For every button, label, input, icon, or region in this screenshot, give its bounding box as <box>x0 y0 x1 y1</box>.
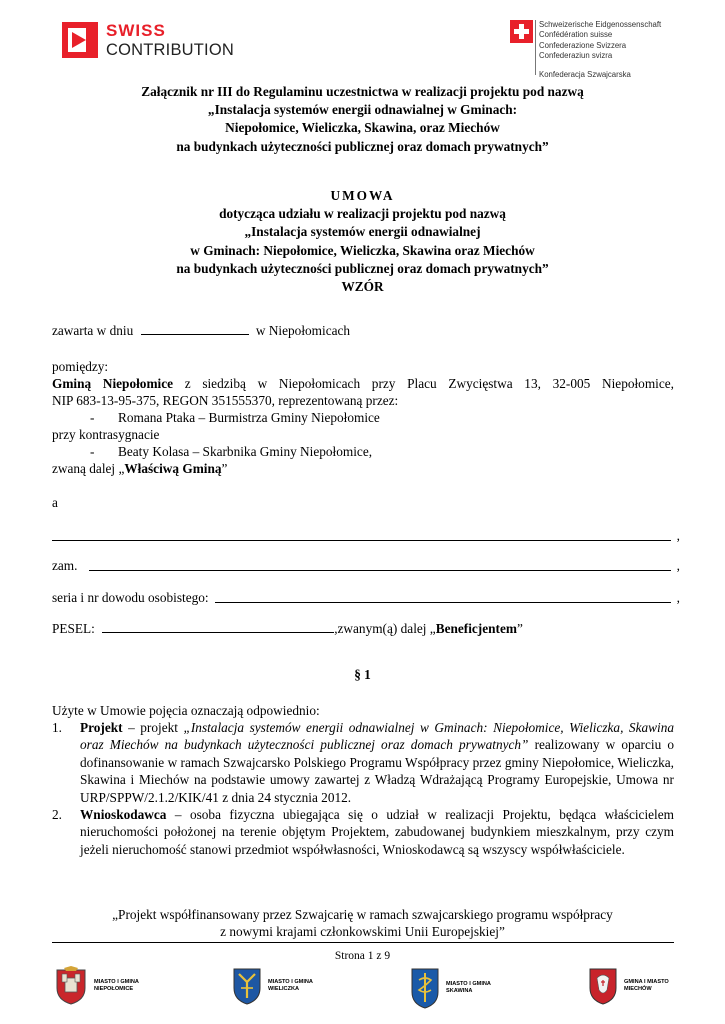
party1-name: Gminą Niepołomice <box>52 376 174 391</box>
representative-2-text: Beaty Kolasa – Skarbnika Gminy Niepołomice, <box>118 444 373 459</box>
date-blank[interactable] <box>141 323 249 335</box>
representative-1 <box>90 409 380 426</box>
section-1-heading: § 1 <box>354 667 371 682</box>
representative-2 <box>90 443 372 460</box>
definition-text: realizowany w oparciu o dofinansowanie w ramach Szwajcarsko Polskiego Programu Współpracy przez gminy Niepołomice, Wieliczka, Skawina i Miechów na podstawie umowy zawartej z Władzą Wdrażającą Programy Europejskie, Umowa nr URP/SPPW/2.1.2/KIK/41 z dnia 24 stycznia 2012. <box>80 737 674 805</box>
pesel-label: PESEL: <box>52 621 95 636</box>
annex-title <box>0 83 725 156</box>
beneficiary-suffix: ” <box>516 621 523 636</box>
concluded-line <box>52 322 674 339</box>
comma: , <box>676 528 680 543</box>
name-blank[interactable] <box>52 529 671 541</box>
definition-pre: – projekt <box>122 720 184 735</box>
beneficiary-prefix: ,zwanym(ą) dalej „ <box>334 621 436 636</box>
swiss-contribution-mark-icon <box>62 22 98 58</box>
party1-ids: NIP 683-13-95-375, REGON 351555370, reprezentowaną przez: <box>52 393 399 408</box>
name-fill-row <box>52 527 680 544</box>
contract-title-line: „Instalacja systemów energii odnawialnej <box>244 224 481 240</box>
project-name-italic: „Instalacja systemów energii odnawialnej w Gminach: Niepołomice, Wieliczka, Skawina oraz Miechów na budynkach użyteczności publicznej oraz domach prywatnych” <box>80 720 674 753</box>
miechow-crest-icon <box>588 966 618 1006</box>
crest-skawina <box>410 966 491 1010</box>
called-suffix: ” <box>221 461 228 476</box>
confed-polish-name: Konfederacja Szwajcarska <box>539 70 631 79</box>
logo-line-contribution: CONTRIBUTION <box>106 41 234 59</box>
swiss-flag-icon <box>510 20 533 43</box>
and-label: a <box>52 495 58 510</box>
footer-divider <box>52 942 674 943</box>
address-label: zam. <box>52 558 78 573</box>
wieliczka-crest-icon <box>232 966 262 1006</box>
definition-term: Projekt <box>80 720 123 735</box>
crest-wieliczka <box>232 966 313 1006</box>
swiss-contribution-logo <box>62 22 234 59</box>
list-dash: - <box>90 444 95 459</box>
called-name: Właściwą Gminą <box>124 461 222 476</box>
annex-title-line: Niepołomice, Wieliczka, Skawina, oraz Miechów <box>225 120 500 136</box>
confed-line-rm: Confederaziun svizra <box>539 50 613 60</box>
municipality-crests <box>0 966 725 1016</box>
representative-1-text: Romana Ptaka – Burmistrza Gminy Niepołomice <box>118 410 380 425</box>
skawina-crest-icon <box>410 966 440 1010</box>
crest-niepolomice <box>54 966 139 1006</box>
contract-title-line: w Gminach: Niepołomice, Wieliczka, Skawina oraz Miechów <box>190 242 535 258</box>
definition-term: Wnioskodawca <box>80 807 167 822</box>
countersign-label: przy kontrasygnacie <box>52 427 160 442</box>
crest-label-line: MIASTO I GMINA <box>94 979 139 985</box>
crest-miechow <box>588 966 669 1006</box>
concluded-place: w Niepołomicach <box>255 323 351 338</box>
confed-line-fr: Confédération suisse <box>539 30 613 40</box>
template-label: WZÓR <box>341 279 384 295</box>
logo-line-swiss: SWISS <box>106 21 166 40</box>
contract-title <box>0 187 725 296</box>
cofinancing-line: „Projekt współfinansowany przez Szwajcarię w ramach szwajcarskiego programu współpracy <box>112 907 613 922</box>
party1-address: z siedzibą w Niepołomicach przy Placu Zwycięstwa 13, 32-005 Niepołomice, <box>173 376 674 391</box>
definition-item-1 <box>52 719 674 806</box>
cofinancing-line: z nowymi krajami członkowskimi Unii Europejskiej” <box>220 923 505 939</box>
between-label: pomiędzy: <box>52 359 109 374</box>
niepolomice-crest-icon <box>54 966 88 1006</box>
crest-label-line: WIELICZKA <box>268 986 300 992</box>
crest-label-line: MIASTO I GMINA <box>268 979 313 985</box>
confed-line-it: Confederazione Svizzera <box>539 40 627 50</box>
comma: , <box>676 590 680 605</box>
called-prefix: zwaną dalej „ <box>52 461 125 476</box>
page-number: Strona 1 z 9 <box>334 950 391 962</box>
comma: , <box>676 558 680 573</box>
crest-label-line: SKAWINA <box>446 988 473 994</box>
list-dash: - <box>90 410 95 425</box>
annex-title-line: na budynkach użyteczności publicznej oraz domach prywatnych” <box>176 138 549 154</box>
item-number: 1. <box>52 720 62 735</box>
party1-line1 <box>52 375 674 393</box>
pesel-blank[interactable] <box>102 621 334 633</box>
id-fill-row <box>52 589 680 606</box>
beneficiary-name: Beneficjentem <box>435 621 517 636</box>
confed-line-de: Schweizerische Eidgenossenschaft <box>539 20 662 29</box>
cofinancing-note <box>0 907 725 940</box>
contract-title-line: na budynkach użyteczności publicznej oraz domach prywatnych” <box>176 260 549 276</box>
id-label: seria i nr dowodu osobistego: <box>52 590 209 605</box>
address-fill-row <box>52 557 680 574</box>
address-blank[interactable] <box>89 559 670 571</box>
confed-divider <box>535 20 536 75</box>
crest-label-line: MIECHÓW <box>624 986 652 992</box>
item-number: 2. <box>52 807 62 822</box>
definition-item-2 <box>52 806 674 858</box>
definitions-intro: Użyte w Umowie pojęcia oznaczają odpowiednio: <box>52 703 320 718</box>
contract-title-line: dotycząca udziału w realizacji projektu pod nazwą <box>219 206 506 222</box>
crest-label-line: NIEPOŁOMICE <box>94 986 134 992</box>
crest-label-line: GMINA I MIASTO <box>624 979 669 985</box>
annex-title-line: „Instalacja systemów energii odnawialnej w Gminach: <box>207 102 518 118</box>
contract-heading: UMOWA <box>330 188 395 203</box>
concluded-prefix: zawarta w dniu <box>52 323 134 338</box>
annex-title-line: Załącznik nr III do Regulaminu uczestnictwa w realizacji projektu pod nazwą <box>141 84 584 99</box>
id-blank[interactable] <box>215 591 671 603</box>
called-line <box>52 460 674 477</box>
crest-label-line: MIASTO I GMINA <box>446 981 491 987</box>
pesel-row <box>52 620 674 637</box>
definition-text: – osoba fizyczna ubiegająca się o udział w realizacji Projektu, będąca właścicielem nieruchomości położonej na terenie objętym Projektem, zabudowanej budynkiem mieszkalnym, przy czym jeżeli nieruchomość stanowi przedmiot współwłasności, Wnioskodawcą są wszyscy współwłaściciele. <box>80 807 674 857</box>
